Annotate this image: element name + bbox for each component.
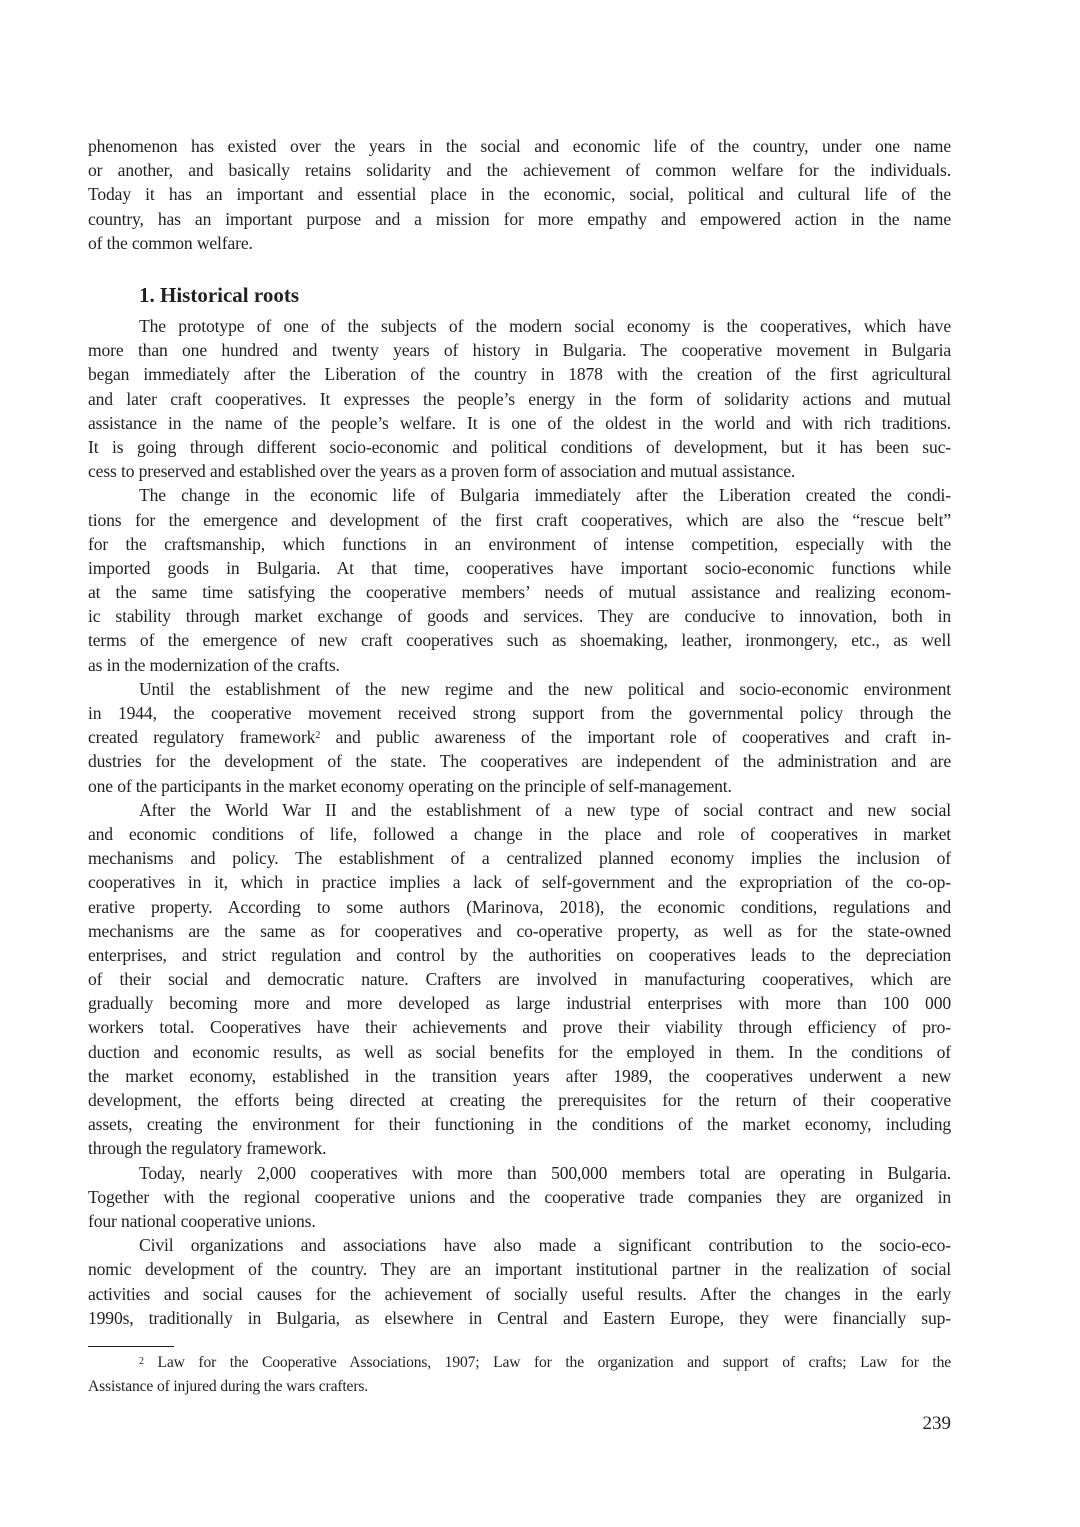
- footnote-line: Assistance of injured during the wars crafters.: [88, 1378, 369, 1395]
- text-line: ic stability through market exchange of goods and services. They are conducive to innovation, both in: [88, 606, 951, 627]
- text-line: cooperatives in it, which in practice implies a lack of self-government and the expropriation of the co-op-: [88, 872, 951, 893]
- text-line: activities and social causes for the achievement of socially useful results. After the changes in the early: [88, 1283, 951, 1304]
- intro-paragraph: [88, 134, 951, 255]
- text-line: Civil organizations and associations have also made a significant contribution to the socio-eco-: [139, 1235, 951, 1256]
- text-line: began immediately after the Liberation of the country in 1878 with the creation of the first agricultural: [88, 364, 951, 385]
- text-line: cess to preserved and established over the years as a proven form of association and mutual assistance.: [88, 461, 796, 482]
- text-line: enterprises, and strict regulation and control by the authorities on cooperatives leads to the depreciation: [88, 944, 951, 965]
- text-line: erative property. According to some authors (Marinova, 2018), the economic conditions, regulations and: [88, 896, 951, 917]
- section-heading: 1. Historical roots: [139, 283, 300, 307]
- text-line: The change in the economic life of Bulgaria immediately after the Liberation created the condi-: [139, 485, 951, 506]
- text-line: more than one hundred and twenty years of history in Bulgaria. The cooperative movement in Bulgaria: [88, 340, 951, 361]
- text-line: for the craftsmanship, which functions in an environment of intense competition, especially with the: [88, 533, 951, 554]
- text-line: created regulatory framework$^2$ and public awareness of the important role of cooperatives and craft in-: [88, 727, 951, 748]
- text-line: of the common welfare.: [88, 232, 253, 253]
- text-line: workers total. Cooperatives have their achievements and prove their viability through efficiency of pro-: [88, 1017, 951, 1038]
- text-line: development, the efforts being directed at creating the prerequisites for the return of their cooperative: [88, 1090, 951, 1110]
- text-line: Today it has an important and essential place in the economic, social, political and cultural life of the: [88, 184, 951, 205]
- text-line: After the World War II and the establishment of a new type of social contract and new social: [139, 799, 951, 820]
- page-number: 239: [922, 1413, 951, 1434]
- footnote-line: $^2$ Law for the Cooperative Associations, 1907; Law for the organization and support of crafts; Law for the: [139, 1354, 951, 1371]
- text-line: the market economy, established in the transition years after 1989, the cooperatives underwent a new: [88, 1065, 951, 1086]
- text-line: as in the modernization of the crafts.: [88, 654, 340, 675]
- text-line: at the same time satisfying the cooperative members’ needs of mutual assistance and realizing econom-: [88, 582, 951, 603]
- text-line: assistance in the name of the people’s welfare. It is one of the oldest in the world and with rich traditions.: [88, 412, 951, 433]
- text-line: dustries for the development of the state. The cooperatives are independent of the administration and are: [88, 751, 951, 772]
- text-line: terms of the emergence of new craft cooperatives such as shoemaking, leather, ironmongery, etc., as well: [88, 630, 951, 651]
- text-line: imported goods in Bulgaria. At that time, cooperatives have important socio-economic functions while: [88, 557, 951, 578]
- text-line: mechanisms are the same as for cooperatives and co-operative property, as well as for the state-owned: [88, 920, 951, 941]
- text-line: nomic development of the country. They are an important institutional partner in the realization of social: [88, 1259, 951, 1280]
- text-line: one of the participants in the market economy operating on the principle of self-management.: [88, 775, 732, 796]
- text-line: duction and economic results, as well as social benefits for the employed in them. In the conditions of: [88, 1041, 951, 1062]
- text-line: tions for the emergence and development of the first craft cooperatives, which are also the “rescue belt”: [88, 509, 951, 530]
- text-line: 1990s, traditionally in Bulgaria, as elsewhere in Central and Eastern Europe, they were financially sup-: [88, 1307, 951, 1328]
- footnote-marker: 2: [139, 1356, 144, 1367]
- text-line: Until the establishment of the new regime and the new political and socio-economic environment: [139, 678, 951, 699]
- text-line: gradually becoming more and more developed as large industrial enterprises with more than 100 000: [88, 993, 951, 1014]
- text-line: Today, nearly 2,000 cooperatives with more than 500,000 members total are operating in Bulgaria.: [139, 1162, 951, 1183]
- text-line: mechanisms and policy. The establishment of a centralized planned economy implies the inclusion of: [88, 848, 951, 869]
- text-line: country, has an important purpose and a mission for more empathy and empowered action in the name: [88, 208, 951, 229]
- text-line: The prototype of one of the subjects of the modern social economy is the cooperatives, which have: [139, 316, 951, 336]
- footnote-ref: 2: [315, 730, 321, 742]
- text-line: and later craft cooperatives. It expresses the people’s energy in the form of solidarity actions and mutual: [88, 388, 951, 409]
- text-line: It is going through different socio-economic and political conditions of development, but it has been suc-: [88, 436, 951, 457]
- text-line: phenomenon has existed over the years in the social and economic life of the country, under one name: [88, 136, 951, 156]
- text-line: Together with the regional cooperative unions and the cooperative trade companies they are organized in: [88, 1186, 951, 1207]
- footnote: [88, 1351, 951, 1399]
- text-line: through the regulatory framework.: [88, 1138, 327, 1159]
- footnote-divider: [88, 1346, 174, 1347]
- text-line: assets, creating the environment for their functioning in the conditions of the market economy, including: [88, 1114, 951, 1135]
- body-text: [88, 314, 951, 1330]
- text-line: or another, and basically retains solidarity and the achievement of common welfare for the individuals.: [88, 160, 951, 181]
- text-line: four national cooperative unions.: [88, 1210, 316, 1231]
- text-line: and economic conditions of life, followed a change in the place and role of cooperatives in market: [88, 823, 951, 844]
- text-line: in 1944, the cooperative movement received strong support from the governmental policy through the: [88, 703, 951, 723]
- text-line: of their social and democratic nature. Crafters are involved in manufacturing cooperatives, which are: [88, 969, 951, 990]
